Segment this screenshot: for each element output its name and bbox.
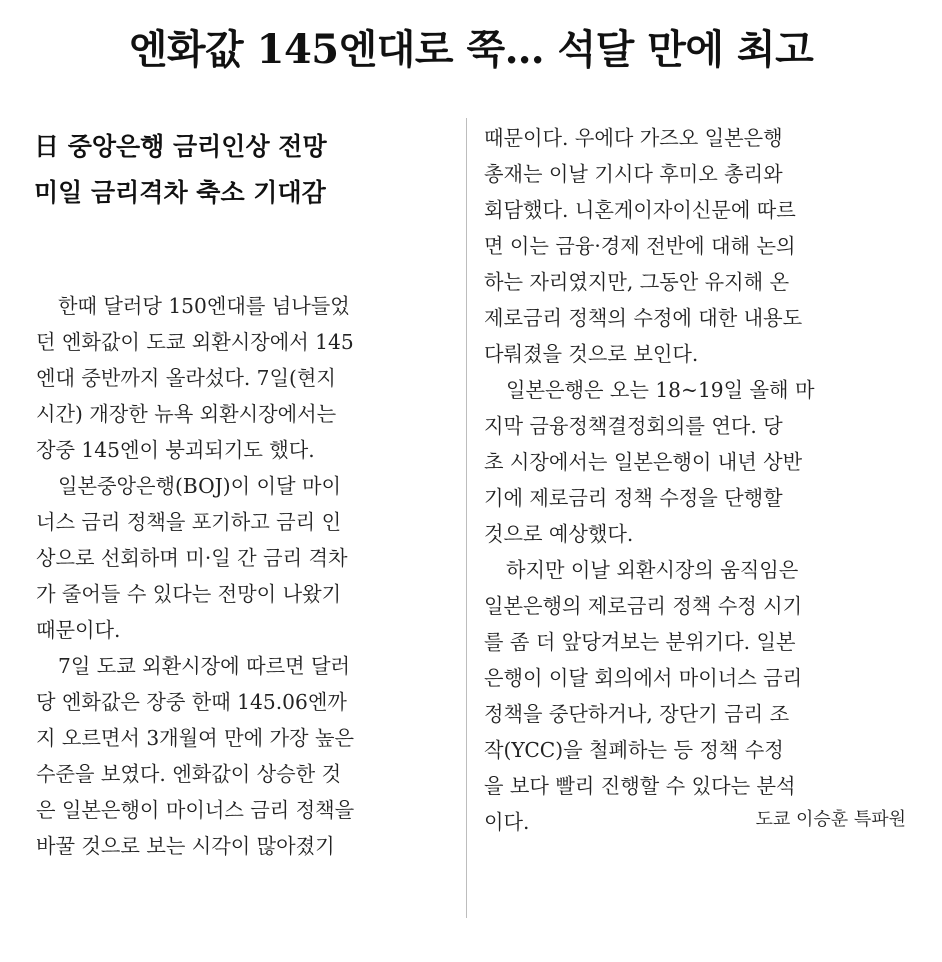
body-line: 당 엔화값은 장중 한때 145.06엔까	[36, 690, 347, 714]
subheadline-line-2: 미일 금리격차 축소 기대감	[34, 178, 326, 207]
body-line: 엔대 중반까지 올라섰다. 7일(현지	[36, 366, 336, 390]
body-line: 일본중앙은행(BOJ)이 이달 마이	[58, 474, 341, 498]
body-line: 기에 제로금리 정책 수정을 단행할	[484, 486, 783, 510]
body-line: 일본은행의 제로금리 정책 수정 시기	[484, 594, 803, 618]
body-line: 7일 도쿄 외환시장에 따르면 달러	[58, 654, 351, 678]
body-line: 은행이 이달 회의에서 마이너스 금리	[484, 666, 803, 690]
body-line: 지막 금융정책결정회의를 연다. 당	[484, 414, 783, 438]
subheadline	[34, 120, 456, 216]
body-line: 다뤄졌을 것으로 보인다.	[484, 342, 699, 366]
left-body	[36, 288, 456, 864]
body-line: 작(YCC)을 철폐하는 등 정책 수정	[484, 738, 784, 762]
body-line: 회담했다. 니혼게이자이신문에 따르	[484, 198, 796, 222]
body-line: 일본은행은 오는 18~19일 올해 마	[506, 378, 815, 402]
body-line: 한때 달러당 150엔대를 넘나들었	[58, 294, 350, 318]
body-line: 것으로 예상했다.	[484, 522, 634, 546]
body-line: 을 보다 빨리 진행할 수 있다는 분석	[484, 774, 796, 798]
body-line: 지 오르면서 3개월여 만에 가장 높은	[36, 726, 354, 750]
last-line-row	[484, 804, 908, 840]
body-line: 수준을 보였다. 엔화값이 상승한 것	[36, 762, 342, 786]
body-line: 면 이는 금융·경제 전반에 대해 논의	[484, 234, 796, 258]
body-line: 던 엔화값이 도쿄 외환시장에서 145	[36, 330, 354, 354]
body-line: 하는 자리였지만, 그동안 유지해 온	[484, 270, 790, 294]
body-line: 장중 145엔이 붕괴되기도 했다.	[36, 438, 315, 462]
subheadline-line-1: 日 중앙은행 금리인상 전망	[34, 132, 327, 161]
body-line: 가 줄어들 수 있다는 전망이 나왔기	[36, 582, 342, 606]
body-line: 초 시장에서는 일본은행이 내년 상반	[484, 450, 803, 474]
body-line: 하지만 이날 외환시장의 움직임은	[506, 558, 799, 582]
right-body	[484, 120, 908, 840]
byline: 도쿄 이승훈 특파원	[755, 809, 906, 830]
right-column	[484, 120, 908, 840]
spacer	[36, 216, 456, 288]
body-line: 이다.	[484, 810, 530, 834]
body-line: 총재는 이날 기시다 후미오 총리와	[484, 162, 783, 186]
body-line: 너스 금리 정책을 포기하고 금리 인	[36, 510, 342, 534]
body-line: 시간) 개장한 뉴욕 외환시장에서는	[36, 402, 337, 426]
column-divider	[466, 118, 467, 918]
body-line: 바꿀 것으로 보는 시각이 많아졌기	[36, 834, 335, 858]
headline: 엔화값 145엔대로 쭉… 석달 만에 최고	[128, 26, 814, 73]
body-line: 를 좀 더 앞당겨보는 분위기다. 일본	[484, 630, 796, 654]
body-line: 때문이다.	[36, 618, 121, 642]
body-line: 제로금리 정책의 수정에 대한 내용도	[484, 306, 803, 330]
body-line: 상으로 선회하며 미·일 간 금리 격차	[36, 546, 348, 570]
body-line: 정책을 중단하거나, 장단기 금리 조	[484, 702, 790, 726]
body-line: 은 일본은행이 마이너스 금리 정책을	[36, 798, 355, 822]
body-line: 때문이다. 우에다 가즈오 일본은행	[484, 126, 783, 150]
left-column	[36, 120, 456, 864]
